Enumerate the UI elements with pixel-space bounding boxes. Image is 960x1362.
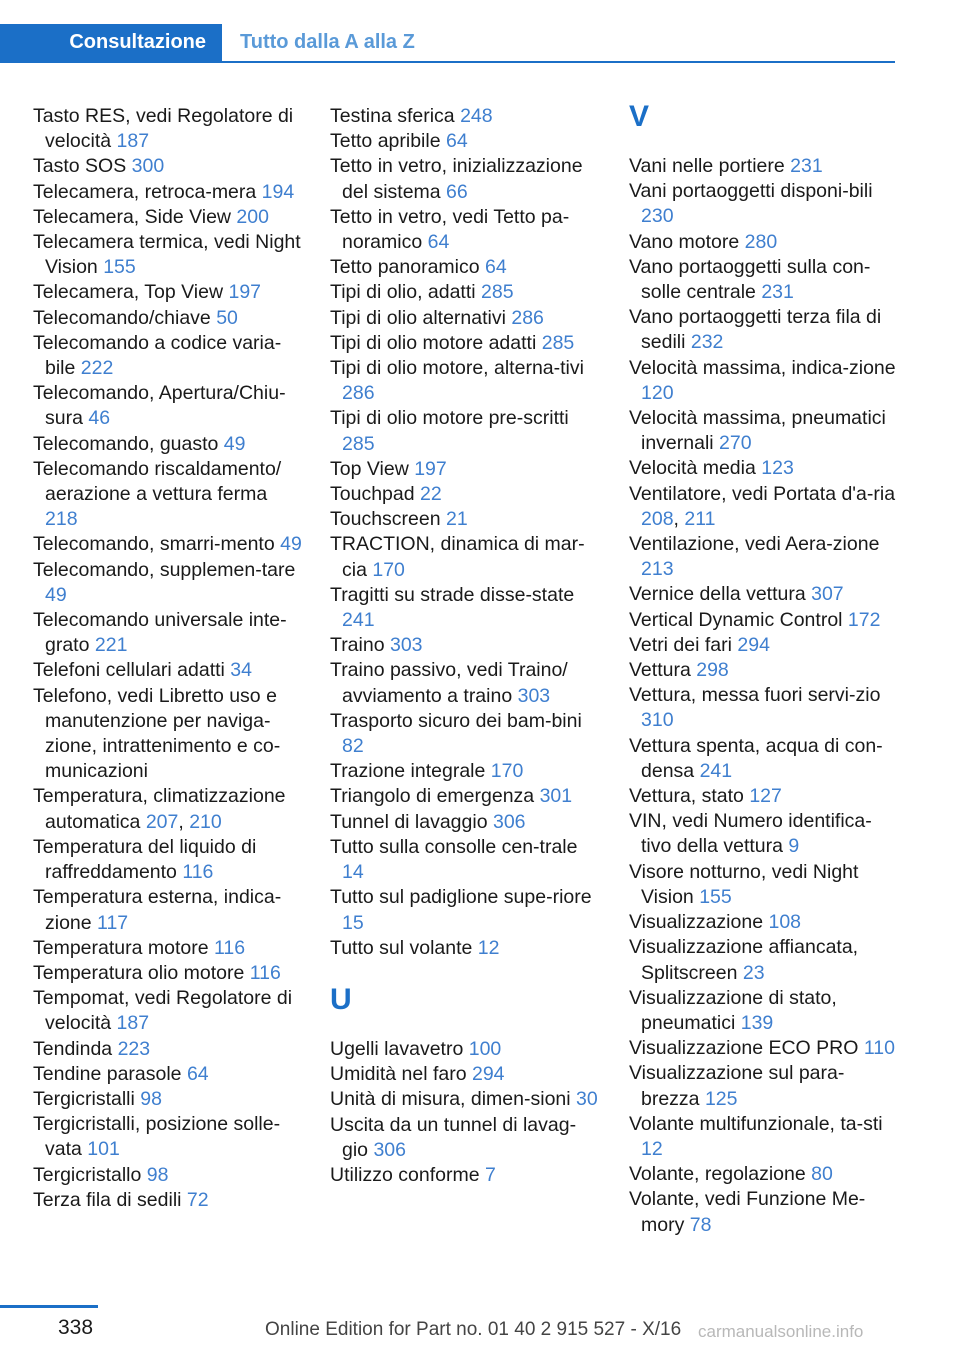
page-ref-link[interactable]: 306 xyxy=(492,810,526,833)
page-ref-link[interactable]: 172 xyxy=(847,608,881,631)
index-entry xyxy=(629,406,897,456)
page-ref-link[interactable]: 100 xyxy=(468,1037,502,1060)
page-ref-link[interactable]: 64 xyxy=(485,256,507,279)
index-term: Tergicristallo xyxy=(33,1163,147,1186)
index-term: Visualizzazione ECO PRO xyxy=(629,1037,864,1060)
index-term: Tipi di olio motore pre-scritti xyxy=(330,407,569,430)
index-entry xyxy=(629,986,897,1036)
watermark: carmanualsonline.info xyxy=(698,1322,864,1341)
index-entry xyxy=(330,406,600,456)
index-entry xyxy=(330,1037,600,1062)
page-ref-link[interactable]: 307 xyxy=(811,583,844,606)
index-term: Telecomando a codice varia-bile xyxy=(33,331,282,380)
index-entry xyxy=(629,356,897,406)
index-entry xyxy=(629,582,897,607)
page-ref-link[interactable]: 14 xyxy=(342,861,364,884)
index-entry xyxy=(629,1061,897,1111)
index-entry xyxy=(330,709,600,759)
page-ref-link[interactable]: 248 xyxy=(460,105,493,127)
index-term: Vettura xyxy=(629,659,697,682)
index-entry xyxy=(33,784,303,834)
section-letter: V xyxy=(629,100,650,133)
index-term: Volante multifunzionale, ta-sti xyxy=(629,1112,883,1135)
page-ref-link[interactable]: 310 xyxy=(641,709,674,732)
page-ref-link[interactable]: 50 xyxy=(216,306,238,329)
page-ref-link[interactable]: 82 xyxy=(342,735,364,758)
page-ref-link[interactable]: 286 xyxy=(511,306,544,329)
index-term: Traino passivo, vedi Traino/ avviamento a traino xyxy=(330,659,568,707)
index-term: Tutto sulla consolle cen-trale xyxy=(330,835,578,858)
edition-note: Online Edition for Part no. 01 40 2 915 527 - X/16 xyxy=(265,1319,682,1340)
section-tab-tutto-az[interactable]: Tutto dalla A alla Z xyxy=(240,31,415,53)
index-entry xyxy=(33,885,303,935)
page-ref-link[interactable]: 303 xyxy=(389,634,423,657)
page-ref-link[interactable]: 34 xyxy=(230,659,252,682)
index-entry xyxy=(33,306,303,331)
index-entry xyxy=(330,810,600,835)
page-ref-link[interactable]: 49 xyxy=(45,583,67,606)
page-ref-link[interactable]: 116 xyxy=(182,861,214,884)
page-ref-link[interactable]: 66 xyxy=(446,180,468,203)
page-ref-link[interactable]: 101 xyxy=(87,1138,120,1161)
page-ref-link[interactable]: 98 xyxy=(146,1163,169,1186)
index-entry xyxy=(33,331,303,381)
index-entry xyxy=(330,835,600,885)
page-ref-link[interactable]: 197 xyxy=(414,457,447,480)
footer-rule xyxy=(0,1305,98,1308)
index-term: Tergicristalli, posizione solle-vata xyxy=(33,1113,281,1161)
page-ref-link[interactable]: 7 xyxy=(484,1163,496,1186)
index-term: Telecomando, smarri-mento xyxy=(33,533,281,556)
index-term: Visualizzazione affiancata, Splitscreen xyxy=(629,936,859,984)
index-entry xyxy=(330,784,600,809)
index-term: Temperatura del liquido di raffreddamento xyxy=(33,835,257,884)
page-ref-link[interactable]: 270 xyxy=(719,432,752,455)
index-term: Telefoni cellulari adatti xyxy=(33,659,231,682)
index-term: Visualizzazione sul para-brezza xyxy=(629,1062,845,1110)
index-term: Tipi di olio, adatti xyxy=(330,281,482,304)
index-entry xyxy=(330,205,600,255)
index-term: Tipi di olio alternativi xyxy=(330,306,512,329)
page-ref-link[interactable]: 117 xyxy=(97,911,129,934)
page-ref-link[interactable]: 155 xyxy=(103,256,136,279)
index-term: Temperatura motore xyxy=(33,936,214,959)
index-term: Vetri dei fari xyxy=(629,633,738,656)
index-entry xyxy=(330,129,600,154)
index-term: Temperatura esterna, indica-zione xyxy=(33,886,282,934)
index-entry xyxy=(330,532,600,582)
index-entry xyxy=(33,1062,303,1087)
index-term: Vano motore xyxy=(629,230,745,253)
page-ref-link[interactable]: 125 xyxy=(704,1087,738,1110)
page-ref-link[interactable]: 298 xyxy=(696,659,729,682)
index-entry xyxy=(330,1087,600,1112)
index-term: Tetto in vetro, inizializzazione del sistema xyxy=(330,155,583,203)
index-term: Tipi di olio motore adatti xyxy=(330,331,542,354)
page-ref-link[interactable]: 241 xyxy=(342,609,375,632)
page-ref-link[interactable]: 64 xyxy=(445,130,468,153)
index-entry xyxy=(629,658,897,683)
index-term: Tetto in vetro, vedi Tetto pa-noramico xyxy=(330,205,570,254)
index-entry xyxy=(629,860,897,910)
index-term: Telefono, vedi Libretto uso e manutenzione per naviga-zione, intrattenimento e co-municazioni xyxy=(33,684,281,783)
page-ref-link[interactable]: 108 xyxy=(768,911,802,934)
page-ref-link[interactable]: 300 xyxy=(131,155,165,178)
index-entry xyxy=(33,1037,303,1062)
index-entry xyxy=(33,986,303,1036)
index-entry xyxy=(629,809,897,859)
index-term: Telecomando universale inte-grato xyxy=(33,609,287,657)
index-entry xyxy=(33,280,303,305)
index-entry xyxy=(629,784,897,809)
page-ref-link[interactable]: 208 xyxy=(641,507,674,530)
index-entry xyxy=(629,633,897,658)
index-entry xyxy=(330,356,600,406)
index-term: Visualizzazione xyxy=(629,911,769,934)
index-entry xyxy=(629,1162,897,1187)
index-term: Traino xyxy=(330,634,390,657)
index-entry xyxy=(629,734,897,784)
index-term: Velocità massima, pneumatici invernali xyxy=(629,407,886,455)
index-term: Ventilazione, vedi Aera-zione xyxy=(629,533,880,556)
index-term: Vettura spenta, acqua di con-densa xyxy=(629,734,883,782)
page-ref-link[interactable]: 230 xyxy=(641,205,674,228)
index-entry xyxy=(33,230,303,280)
page-ref-link[interactable]: 231 xyxy=(761,281,794,304)
page-ref-link[interactable]: 116 xyxy=(214,936,246,959)
page-ref-link[interactable]: 15 xyxy=(342,911,364,934)
index-entry xyxy=(330,1062,600,1087)
index-column-2 xyxy=(330,104,600,1188)
page-ref-link[interactable]: 139 xyxy=(740,1011,774,1034)
index-entry xyxy=(33,432,303,457)
index-term: Tutto sul volante xyxy=(330,936,478,959)
index-entry xyxy=(629,179,897,229)
index-entry xyxy=(33,381,303,431)
index-term: Vettura, stato xyxy=(629,785,750,808)
index-entry xyxy=(330,885,600,935)
page-ref-link[interactable]: 9 xyxy=(788,835,800,858)
page-ref-link[interactable]: 110 xyxy=(863,1037,895,1060)
index-entry xyxy=(33,658,303,683)
page-ref-link[interactable]: 187 xyxy=(116,130,150,153)
index-term: Volante, vedi Funzione Me-mory xyxy=(629,1188,866,1236)
index-term: Vano portaoggetti sulla con-solle centrale xyxy=(629,255,871,304)
page-ref-link[interactable]: 285 xyxy=(342,432,375,455)
index-term: Telecomando, Apertura/Chiu-sura xyxy=(33,382,286,430)
page-ref-link[interactable]: 170 xyxy=(372,558,405,581)
page-ref-link[interactable]: 200 xyxy=(236,205,269,228)
index-entry xyxy=(33,532,303,557)
index-entry xyxy=(330,154,600,204)
page-ref-link[interactable]: 170 xyxy=(490,760,524,783)
index-term: Telecomando, supplemen-tare xyxy=(33,558,296,581)
index-term: Tunnel di lavaggio xyxy=(330,810,493,833)
index-entry xyxy=(330,759,600,784)
index-entry xyxy=(33,961,303,986)
index-term: Telecomando, guasto xyxy=(33,432,224,455)
page-ref-link[interactable]: 194 xyxy=(261,180,295,203)
index-term: Telecamera termica, vedi Night Vision xyxy=(33,231,301,279)
index-term: Trasporto sicuro dei bam-bini xyxy=(330,709,582,732)
page-ref-link[interactable]: 64 xyxy=(427,231,450,254)
index-term: Tempomat, vedi Regolatore di velocità xyxy=(33,987,293,1035)
index-term: Vani portaoggetti disponi-bili xyxy=(629,180,873,203)
page-ref-link[interactable]: 222 xyxy=(80,357,114,380)
index-term: Umidità nel faro xyxy=(330,1063,472,1086)
index-term: Telecamera, Top View xyxy=(33,281,229,304)
page-header xyxy=(0,24,895,63)
index-term: Vano portaoggetti terza fila di sedili xyxy=(629,306,882,354)
page-ref-link[interactable]: 127 xyxy=(749,785,782,808)
index-term: Vertical Dynamic Control xyxy=(629,608,848,631)
index-entry xyxy=(629,608,897,633)
index-entry xyxy=(330,658,600,708)
index-entry xyxy=(629,935,897,985)
index-term: Visore notturno, vedi Night Vision xyxy=(629,860,859,908)
page-ref-link[interactable]: 294 xyxy=(737,633,770,656)
index-entry xyxy=(33,1112,303,1162)
index-entry xyxy=(629,1112,897,1162)
index-term: Vernice della vettura xyxy=(629,583,812,606)
index-term: Terza fila di sedili xyxy=(33,1188,187,1211)
page-ref-link[interactable]: 221 xyxy=(94,634,128,657)
index-entry xyxy=(629,456,897,481)
index-entry xyxy=(33,558,303,608)
index-term: Tendinda xyxy=(33,1037,118,1060)
index-term: Tragitti su strade disse-state xyxy=(330,583,575,606)
index-entry xyxy=(330,507,600,532)
index-entry xyxy=(330,936,600,961)
page-ref-link[interactable]: 210 xyxy=(189,810,222,833)
index-term: VIN, vedi Numero identifica-tivo della vettura xyxy=(629,810,872,858)
index-term: Top View xyxy=(330,457,415,480)
index-entry xyxy=(33,936,303,961)
index-term: Uscita da un tunnel di lavag-gio xyxy=(330,1113,577,1161)
index-term: Temperatura olio motore xyxy=(33,961,250,984)
index-entry xyxy=(33,835,303,885)
page-ref-link[interactable]: 303 xyxy=(517,684,551,707)
page-ref-link[interactable]: 123 xyxy=(761,457,794,480)
index-entry xyxy=(330,255,600,280)
index-entry xyxy=(330,633,600,658)
page-ref-link[interactable]: 155 xyxy=(699,885,732,908)
index-term: Visualizzazione di stato, pneumatici xyxy=(629,986,837,1034)
page-ref-link[interactable]: 232 xyxy=(690,331,724,354)
page-ref-link[interactable]: 22 xyxy=(420,483,442,506)
index-term: Tendine parasole xyxy=(33,1062,187,1085)
page-ref-link[interactable]: 98 xyxy=(140,1087,162,1110)
page-ref-link[interactable]: 285 xyxy=(541,331,575,354)
page-ref-link[interactable]: 218 xyxy=(45,508,78,531)
page-ref-link[interactable]: 21 xyxy=(445,508,468,531)
index-term: TRACTION, dinamica di mar-cia xyxy=(330,533,585,581)
page-ref-link[interactable]: 72 xyxy=(186,1188,209,1211)
index-term: Ventilatore, vedi Portata d'a-ria xyxy=(629,482,896,505)
index-entry xyxy=(33,1087,303,1112)
page-ref-link[interactable]: 280 xyxy=(744,230,778,253)
page-ref-separator: , xyxy=(178,810,190,833)
page-ref-link[interactable]: 294 xyxy=(471,1063,505,1086)
page-ref-link[interactable]: 301 xyxy=(539,785,573,808)
index-entry xyxy=(33,205,303,230)
page-ref-link[interactable]: 120 xyxy=(641,381,674,404)
page-number: 338 xyxy=(58,1316,94,1339)
index-entry xyxy=(33,684,303,785)
index-term: Trazione integrale xyxy=(330,760,491,783)
index-entry xyxy=(330,1113,600,1163)
page-ref-link[interactable]: 30 xyxy=(576,1088,598,1111)
index-entry xyxy=(629,230,897,255)
index-column-1 xyxy=(33,104,303,1213)
index-term: Unità di misura, dimen-sioni xyxy=(330,1088,577,1111)
index-entry xyxy=(629,305,897,355)
index-term: Tasto SOS xyxy=(33,155,132,178)
page-ref-link[interactable]: 116 xyxy=(249,961,281,984)
page-ref-separator: , xyxy=(673,507,685,530)
index-entry xyxy=(330,331,600,356)
page-ref-link[interactable]: 241 xyxy=(699,759,733,782)
index-entry xyxy=(629,1187,897,1237)
page-ref-link[interactable]: 23 xyxy=(742,961,765,984)
index-term: Tergicristalli xyxy=(33,1087,141,1110)
index-entry xyxy=(629,532,897,582)
page-ref-link[interactable]: 80 xyxy=(811,1163,833,1186)
index-term: Velocità media xyxy=(629,457,762,480)
index-term: Ugelli lavavetro xyxy=(330,1037,469,1060)
index-entry xyxy=(629,910,897,935)
page-ref-link[interactable]: 211 xyxy=(684,507,716,530)
index-term: Temperatura, climatizzazione automatica xyxy=(33,785,286,833)
index-entry xyxy=(33,154,303,179)
index-term: Testina sferica xyxy=(330,105,461,127)
index-entry xyxy=(33,1188,303,1213)
index-entry xyxy=(330,482,600,507)
index-entry xyxy=(629,683,897,733)
index-term: Triangolo di emergenza xyxy=(330,785,540,808)
index-entry xyxy=(330,583,600,633)
page-ref-link[interactable]: 49 xyxy=(223,432,246,455)
index-term: Utilizzo conforme xyxy=(330,1163,485,1186)
index-entry xyxy=(330,104,600,129)
index-term: Tutto sul padiglione supe-riore xyxy=(330,886,592,909)
index-entry xyxy=(330,280,600,305)
index-term: Telecomando riscaldamento/ aerazione a vettura ferma xyxy=(33,457,282,506)
page-ref-link[interactable]: 286 xyxy=(342,382,375,405)
index-term: Tipi di olio motore, alterna-tivi xyxy=(330,357,584,380)
page-ref-link[interactable]: 187 xyxy=(116,1012,150,1035)
index-entry xyxy=(33,180,303,205)
index-entry xyxy=(330,457,600,482)
index-entry xyxy=(629,1036,897,1061)
page-ref-link[interactable]: 12 xyxy=(477,936,500,959)
page-ref-link[interactable]: 49 xyxy=(280,533,302,556)
page-ref-link[interactable]: 46 xyxy=(88,407,111,430)
section-tab-consultazione[interactable]: Consultazione xyxy=(0,24,222,61)
index-term: Tetto apribile xyxy=(330,130,446,153)
index-term: Tasto RES, vedi Regolatore di velocità xyxy=(33,105,294,153)
index-term: Tetto panoramico xyxy=(330,256,486,279)
page-ref-link[interactable]: 223 xyxy=(117,1037,151,1060)
index-entry xyxy=(629,154,897,179)
index-entry xyxy=(33,608,303,658)
index-term: Vani nelle portiere xyxy=(629,155,791,177)
index-term: Telecomando/chiave xyxy=(33,306,217,329)
index-term: Touchscreen xyxy=(330,508,446,531)
page-ref-link[interactable]: 213 xyxy=(641,558,674,581)
index-entry xyxy=(33,1163,303,1188)
page-ref-link[interactable]: 12 xyxy=(641,1137,663,1160)
index-term: Velocità massima, indica-zione xyxy=(629,356,896,379)
page-ref-link[interactable]: 197 xyxy=(228,281,262,304)
index-term: Telecamera, Side View xyxy=(33,205,237,228)
page-ref-link[interactable]: 64 xyxy=(186,1062,209,1085)
index-entry xyxy=(33,104,303,154)
index-entry xyxy=(629,255,897,305)
index-term: Volante, regolazione xyxy=(629,1163,812,1186)
page-ref-link[interactable]: 285 xyxy=(481,281,514,304)
index-column-3 xyxy=(629,100,897,1238)
page-ref-link[interactable]: 207 xyxy=(145,810,179,833)
index-entry xyxy=(330,306,600,331)
index-term: Telecamera, retroca-mera xyxy=(33,180,262,203)
index-term: Vettura, messa fuori servi-zio xyxy=(629,684,881,707)
page-ref-link[interactable]: 306 xyxy=(373,1138,406,1161)
section-letter: U xyxy=(330,982,352,1016)
page-ref-link[interactable]: 78 xyxy=(689,1213,712,1236)
index-entry xyxy=(629,482,897,532)
index-entry xyxy=(33,457,303,533)
page-ref-link[interactable]: 231 xyxy=(790,155,823,177)
index-term: Touchpad xyxy=(330,483,420,506)
index-entry xyxy=(330,1163,600,1188)
